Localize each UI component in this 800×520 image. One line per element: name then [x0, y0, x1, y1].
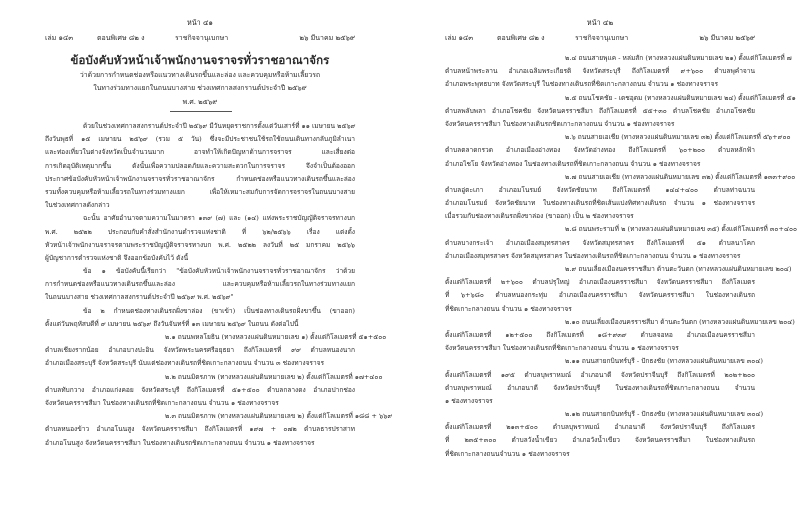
body-text-line: อำเภอมโนรมย์ จังหวัดชัยนาท ในช่องทางเดินรถที่ชิดเส้นแบ่งทิศทางเดินรถ จำนวน ๑ ช่องทางจราจร [445, 199, 755, 208]
body-text-line: พ.ศ. ๒๕๒๒ ประกอบกับคำสั่งสำนักงานตำรวจแห่งชาติ ที่ ๖๒/๒๕๖๖ เรื่อง แต่งตั้ง [45, 227, 355, 236]
running-head [445, 33, 755, 44]
body-text-line: ประกาศข้อบังคับหัวหน้าเจ้าพนักงานจราจรทั่วราชอาณาจักร กำหนดช่องหรือแนวทางเดินรถขึ้นและล่อง [45, 174, 355, 183]
body-text-line: ที่ชิดเกาะกลางถนนจำนวน ๑ ช่องทางจราจร [445, 449, 570, 458]
body-text-line: จังหวัดนครราชสีมา ในช่องทางเดินรถที่ชิดเกาะกลางถนน จำนวน ๑ ช่องทางจราจร [45, 398, 279, 407]
body-text-line: ตั้งแต่กิโลเมตรที่ ๑๙๕ ตำบลบุพราหมณ์ อำเภอนาดี จังหวัดปราจีนบุรี ถึงกิโลเมตรที่ ๒๐๒+๒๐๐ [445, 370, 755, 379]
body-text-line: และท่องเที่ยวในต่างจังหวัดเป็นจำนวนมาก อาจทำให้เกิดปัญหาด้านการจราจร และเสี่ยงต่อ [45, 148, 355, 157]
body-text-line: ตำบลหน้าพระลาน อำเภอเฉลิมพระเกียรติ จังหวัดสระบุรี ถึงกิโลเมตรที่ ๙+๖๐๐ ตำบลพุคำจาน [445, 67, 755, 76]
body-text-line: ตำบลตลาดกรวด อำเภอเมืองอ่างทอง จังหวัดอ่างทอง ถึงกิโลเมตรที่ ๖๐+๒๐๐ ตำบลหลักฟ้า [445, 146, 755, 155]
body-text-line: ๒.๑๑ ถนนสายกบินทร์บุรี - ปักธงชัย (ทางหลวงแผ่นดินหมายเลข ๓๐๔) [565, 357, 763, 366]
body-text-line: อำเภอเมืองสมุทรสาคร จังหวัดสมุทรสาคร ในช่องทางเดินรถที่ชิดเกาะกลางถนน จำนวน ๑ ช่องทางจราจร [445, 251, 741, 260]
body-text-line: ตำบลทับกวาง อำเภอแก่งคอย จังหวัดสระบุรี ถึงกิโลเมตรที่ ๕๑+๕๐๐ ตำบลกลางดง อำเภอปากช่อง [45, 385, 355, 394]
body-text-line: ๒.๒ ถนนมิตรภาพ (ทางหลวงแผ่นดินหมายเลข ๒) ตั้งแต่กิโลเมตรที่ ๑๗+๔๐๐ [165, 372, 383, 381]
body-text-line: ตำบลพลับพลา อำเภอโชคชัย จังหวัดนครราชสีมา ถึงกิโลเมตรที่ ๕๕+๓๐ ตำบลโชคชัย อำเภอโชคชัย [445, 106, 755, 115]
body-text-line: การเกิดอุบัติเหตุมากขึ้น ดังนั้นเพื่อความปลอดภัยและความสะดวกในการจราจร จึงจำเป็นต้องออก [45, 161, 355, 170]
body-text-line: ตำบลบุพราหมณ์ อำเภอนาดี จังหวัดปราจีนบุรี ในช่องทางเดินรถที่ชิดเกาะกลางถนน จำนวน [445, 383, 755, 392]
body-text-line: ๒.๘ ถนนพระรามที่ ๒ (ทางหลวงแผ่นดินหมายเลข ๓๕) ตั้งแต่กิโลเมตรที่ ๓๐+๔๐๐ [565, 225, 797, 234]
body-text-line: ที่ชิดเกาะกลางถนน จำนวน ๑ ช่องทางจราจร [445, 304, 572, 313]
body-text-line: จังหวัดนครราชสีมา ในช่องทางเดินรถที่ชิดเกาะกลางถนน จำนวน ๑ ช่องทางจราจร [445, 344, 679, 353]
body-text-line: ในช่วงเทศกาลดังกล่าว [45, 201, 110, 210]
body-text-line: ที่ ๖+๖๘๐ ตำบลหนองกระทุ่ม อำเภอเมืองนครราชสีมา จังหวัดนครราชสีมา ในช่องทางเดินรถ [445, 291, 755, 300]
body-text-line: ๒.๑๒ ถนนสายกบินทร์บุรี - ปักธงชัย (ทางหลวงแผ่นดินหมายเลข ๓๐๔) [565, 410, 764, 419]
body-text-line: ๒.๑๐ ถนนเลี่ยงเมืองนครราชสีมา ด้านตะวันตก (ทางหลวงแผ่นดินหมายเลข ๒๐๔) [565, 317, 795, 326]
body-text-line: ตำบลบางกระเจ้า อำเภอเมืองสมุทรสาคร จังหวัดสมุทรสาคร ถึงกิโลเมตรที่ ๕๑ ตำบลนาโคก [445, 238, 755, 247]
body-text-line: รวมทั้งควบคุมหรือห้ามเลี้ยวรถในทางร่วมทางแยก เพื่อให้เหมาะสมกับการจัดการจราจรในถนนบางสาย [45, 187, 355, 196]
body-text-line: ด้วยในช่วงเทศกาลสงกรานต์ประจำปี ๒๕๖๙ มีวันหยุดราชการตั้งแต่วันเสาร์ที่ ๑๑ เมษายน ๒๕๖๙ [83, 122, 356, 130]
document-year: พ.ศ. ๒๕๖๙ [182, 98, 218, 106]
body-text-line: ในถนนบางสาย ช่วงเทศกาลสงกรานต์ประจำปี ๒๕๖๙ พ.ศ. ๒๕๖๙" [45, 293, 234, 302]
body-text-line: ตั้งแต่กิโลเมตรที่ ๒๑๓+๕๐๐ ตำบลบุพราหมณ์ อำเภอนาดี จังหวัดปราจีนบุรี ถึงกิโลเมตร [445, 423, 755, 432]
body-text-line: ตำบลเชียงรากน้อย อำเภอบางปะอิน จังหวัดพระนครศรีอยุธยา ถึงกิโลเมตรที่ ๙๙ ตำบลหนองนาก [45, 346, 355, 355]
title-divider [170, 111, 232, 112]
publication-date: ๒๖ มีนาคม ๒๕๖๙ [299, 34, 355, 42]
body-text-line: ๒.๖ ถนนสายเอเชีย (ทางหลวงแผ่นดินหมายเลข ๓๒) ตั้งแต่กิโลเมตรที่ ๕๖+๙๐๐ [565, 133, 791, 142]
document-subtitle-line: ว่าด้วยการกำหนดช่องหรือแนวทางเดินรถขึ้นและล่อง และควบคุมหรือห้ามเลี้ยวรถ [79, 71, 321, 79]
body-text-line: ๒.๔ ถนนสายพุแค - หล่มสัก (ทางหลวงแผ่นดินหมายเลข ๒๑) ตั้งแต่กิโลเมตรที่ ๗ [565, 54, 792, 62]
body-text-line: ผู้บัญชาการตำรวจแห่งชาติ จึงออกข้อบังคับไว้ ดังนี้ [45, 253, 189, 262]
body-text-line: ตั้งแต่กิโลเมตรที่ ๑๒+๕๐๐ ถึงกิโลเมตรที่ ๑๘+๙๓๙ ตำบลจอหอ อำเภอเมืองนครราชสีมา [445, 330, 755, 339]
volume-number: เล่ม ๑๔๓ [445, 34, 474, 42]
body-text-line: ๒.๕ ถนนโชคชัย - เดชอุดม (ทางหลวงแผ่นดินหมายเลข ๒๔) ตั้งแต่กิโลเมตรที่ ๕๑ [565, 93, 796, 102]
document-subtitle-line: ในทางร่วมทางแยกในถนนบางสาย ช่วงเทศกาลสงกรานต์ประจำปี ๒๕๖๙ [93, 84, 307, 92]
body-text-line: อำเภอเมืองสระบุรี จังหวัดสระบุรี นับแต่ช่องทางเดินรถที่ชิดเกาะกลางถนน จำนวน ๓ ช่องทางจราจร [45, 359, 325, 368]
body-text-line: ที่ ๒๓๕+๓๐๐ ตำบลวังน้ำเขียว อำเภอวังน้ำเขียว จังหวัดนครราชสีมา ในช่องทางเดินรถ [445, 436, 755, 445]
body-text-line: ๒.๙ ถนนเลี่ยงเมืองนครราชสีมา ด้านตะวันตก (ทางหลวงแผ่นดินหมายเลข ๒๐๔) [565, 265, 792, 273]
body-text-line: ถึงวันพุธที่ ๑๕ เมษายน ๒๕๖๙ (รวม ๕ วัน) ซึ่งจะมีประชาชนใช้รถใช้ถนนเดินทางกลับภูมิลำเนา [45, 135, 355, 144]
body-text-line: ตั้งแต่กิโลเมตรที่ ๒+๖๐๐ ตำบลปรุใหญ่ อำเภอเมืองนครราชสีมา จังหวัดนครราชสีมา ถึงกิโลเมตร [445, 278, 755, 287]
running-head [45, 33, 355, 44]
right-page [400, 0, 800, 520]
page-number: หน้า ๔๒ [586, 18, 614, 27]
document-title: ข้อบังคับหัวหน้าเจ้าพนักงานจราจรทั่วราชอาณาจักร [70, 53, 330, 67]
body-text-line: อำเภอไชโย จังหวัดอ่างทอง ในช่องทางเดินรถที่ชิดเกาะกลางถนน จำนวน ๑ ช่องทางจราจร [445, 159, 701, 168]
body-text-line: เมื่อรวมกับช่องทางเดินรถฝั่งขาล่อง (ขาออก) เป็น ๒ ช่องทางจราจร [445, 212, 634, 221]
body-text-line: หัวหน้าเจ้าพนักงานจราจรตามพระราชบัญญัติจราจรทางบก พ.ศ. ๒๕๒๒ ลงวันที่ ๒๕ มกราคม ๒๕๖๖ [45, 240, 355, 249]
body-text-line: อำเภอพระพุทธบาท จังหวัดสระบุรี ในช่องทางเดินรถที่ชิดเกาะกลางถนน จำนวน ๑ ช่องทางจราจร [445, 80, 719, 89]
issue-number: ตอนพิเศษ ๘๒ ง [97, 34, 145, 42]
gazette-name: ราชกิจจานุเบกษา [575, 34, 629, 42]
gazette-name: ราชกิจจานุเบกษา [175, 34, 229, 42]
body-text-line: อำเภอโนนสูง จังหวัดนครราชสีมา ในช่องทางเดินรถชิดเกาะกลางถนน จำนวน ๑ ช่องทางจราจร [45, 438, 315, 447]
publication-date: ๒๖ มีนาคม ๒๕๖๙ [699, 34, 755, 42]
body-text-line: ข้อ ๒ กำหนดช่องทางเดินรถฝั่งขาล่อง (ขาเข้า) เป็นช่องทางเดินรถฝั่งขาขึ้น (ขาออก) [83, 306, 355, 315]
body-text-line: ๑ ช่องทางจราจร [445, 396, 493, 405]
body-text-line: ตั้งแต่วันพฤหัสบดีที่ ๙ เมษายน ๒๕๖๙ ถึงวันจันทร์ที่ ๑๓ เมษายน ๒๕๖๙ ในถนน ดังต่อไปนี้ [45, 319, 299, 328]
volume-number: เล่ม ๑๔๓ [45, 34, 74, 42]
body-text-line: ตำบลอู่ตะเภา อำเภอมโนรมย์ จังหวัดชัยนาท ถึงกิโลเมตรที่ ๑๔๔+๔๐๐ ตำบลท่าฉนวน [445, 185, 755, 194]
document-body [45, 120, 393, 450]
page-number: หน้า ๔๑ [187, 18, 213, 27]
body-text-line: ๒.๓ ถนนมิตรภาพ (ทางหลวงแผ่นดินหมายเลข ๒) ตั้งแต่กิโลเมตรที่ ๑๘๘ + ๖๖๙ [165, 412, 393, 421]
body-text-line: ฉะนั้น อาศัยอำนาจตามความในมาตรา ๑๓๙ (๗) และ (๑๔) แห่งพระราชบัญญัติจราจรทางบก [83, 214, 355, 223]
body-text-line: ๒.๗ ถนนสายเอเชีย (ทางหลวงแผ่นดินหมายเลข ๓๒) ตั้งแต่กิโลเมตรที่ ๑๓๓+๙๐๐ [565, 172, 796, 181]
document-body [445, 52, 797, 461]
body-text-line: ข้อ ๑ ข้อบังคับนี้เรียกว่า "ข้อบังคับหัวหน้าเจ้าพนักงานจราจรทั่วราชอาณาจักร ว่าด้วย [83, 267, 355, 276]
body-text-line: การกำหนดช่องหรือแนวทางเดินรถขึ้นและล่อง และควบคุมหรือห้ามเลี้ยวรถในทางร่วมทางแยก [45, 280, 355, 289]
body-text-line: จังหวัดนครราชสีมา ในช่องทางเดินรถชิดเกาะกลางถนน จำนวน ๑ ช่องทางจราจร [445, 119, 675, 128]
body-text-line: ๒.๑ ถนนพหลโยธิน (ทางหลวงแผ่นดินหมายเลข ๑) ตั้งแต่กิโลเมตรที่ ๕๑+๕๐๐ [165, 333, 387, 341]
body-text-line: ตำบลหนองข้าว อำเภอโนนสูง จังหวัดนครราชสีมา ถึงกิโลเมตรที่ ๑๙๗ + ๐๗๒ ตำบลธารปราสาท [45, 425, 355, 434]
issue-number: ตอนพิเศษ ๘๒ ง [497, 34, 545, 42]
